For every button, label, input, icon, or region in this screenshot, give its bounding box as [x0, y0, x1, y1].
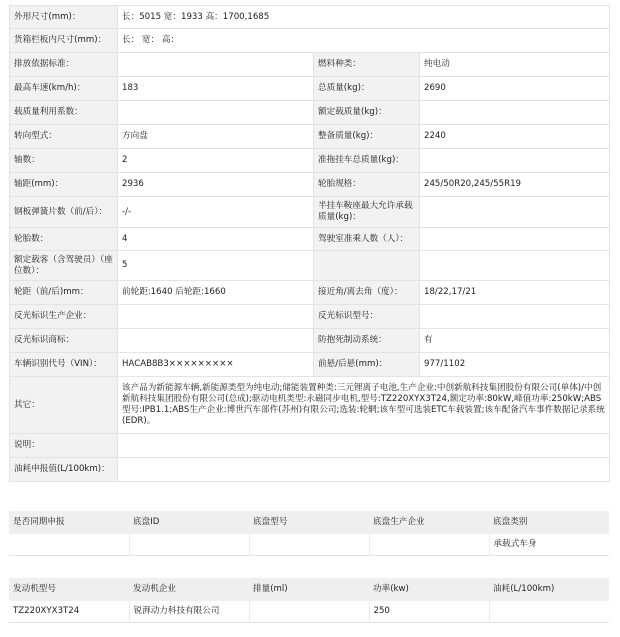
- chassis-info-table: [9, 511, 609, 556]
- param-label: 反光标识生产企业：: [10, 305, 118, 329]
- engine-info-table: [9, 578, 609, 623]
- param-label: 轮胎数：: [10, 228, 118, 251]
- param-label: 其它：: [10, 377, 118, 434]
- table-row: [10, 53, 610, 77]
- param-label: 说明：: [10, 434, 118, 458]
- param-value: 前轮距:1640 后轮距:1660: [118, 281, 314, 305]
- param-value: [420, 251, 610, 281]
- chassis-header-cell: 底盘ID: [129, 511, 249, 534]
- table-row: [10, 77, 610, 101]
- param-value: [118, 101, 314, 125]
- chassis-cell: [369, 534, 489, 556]
- param-label: 整备质量(kg)：: [314, 125, 420, 149]
- param-label: 轮胎规格：: [314, 173, 420, 197]
- table-row: [10, 149, 610, 173]
- table-row: [10, 458, 610, 482]
- param-value: [420, 149, 610, 173]
- param-value: 该产品为新能源车辆,新能源类型为纯电动;储能装置种类:三元锂离子电池,生产企业:中创新航科技集团股份有限公司(单体)/中创新航科技集团股份有限公司(总成);驱动电机类型:永磁同步电机,型号:TZ220XYX3T24,额定功率:80kW,峰值功率:250kW;ABS型号:IPB1.1;ABS生产企业:博世汽车部件(苏州)有限公司;选装:轮辋;该车型可选装ETC车载装置;该车配备汽车事件数据记录系统(EDR)。: [118, 377, 610, 434]
- table-row: [10, 353, 610, 377]
- engine-header-cell: 功率(kw): [369, 578, 489, 601]
- chassis-header-cell: 是否同期申报: [9, 511, 129, 534]
- param-label: 最高车速(km/h)：: [10, 77, 118, 101]
- table-row: [10, 281, 610, 305]
- param-label: 总质量(kg)：: [314, 77, 420, 101]
- param-label: 防抱死制动系统：: [314, 329, 420, 353]
- table-row: [10, 434, 610, 458]
- engine-header-cell: 发动机型号: [9, 578, 129, 601]
- param-value: 977/1102: [420, 353, 610, 377]
- param-label: 轮距（前/后)mm：: [10, 281, 118, 305]
- chassis-cell: [249, 534, 369, 556]
- engine-header-cell: 排量(ml): [249, 578, 369, 601]
- param-value: -/-: [118, 197, 314, 228]
- param-value: [420, 228, 610, 251]
- param-value: 长：5015 宽：1933 高：1700,1685: [118, 6, 610, 29]
- table-row: [10, 251, 610, 281]
- param-label: 油耗申报值(L/100km)：: [10, 458, 118, 482]
- param-label: 转向型式：: [10, 125, 118, 149]
- engine-cell: 250: [369, 601, 489, 623]
- param-label: [314, 251, 420, 281]
- table-row: [10, 329, 610, 353]
- param-value: 2936: [118, 173, 314, 197]
- param-label: 前悬/后悬(mm)：: [314, 353, 420, 377]
- engine-header-cell: 油耗(L/100km): [489, 578, 609, 601]
- param-value: 5: [118, 251, 314, 281]
- chassis-header-cell: 底盘型号: [249, 511, 369, 534]
- engine-cell: [489, 601, 609, 623]
- table-row: [9, 601, 609, 623]
- param-value: 18/22,17/21: [420, 281, 610, 305]
- param-label: 燃料种类：: [314, 53, 420, 77]
- param-label: 额定载质量(kg)：: [314, 101, 420, 125]
- table-row: [10, 173, 610, 197]
- param-label: 接近角/离去角（度）：: [314, 281, 420, 305]
- param-value: 纯电动: [420, 53, 610, 77]
- table-row: [10, 6, 610, 29]
- engine-cell: TZ220XYX3T24: [9, 601, 129, 623]
- param-value: 方向盘: [118, 125, 314, 149]
- param-value: 183: [118, 77, 314, 101]
- param-value: [420, 101, 610, 125]
- table-row: [9, 534, 609, 556]
- param-value: [118, 458, 610, 482]
- param-value: [118, 329, 314, 353]
- table-row: [10, 101, 610, 125]
- param-label: 半挂车鞍座最大允许承载质量(kg)：: [314, 197, 420, 228]
- param-value: 有: [420, 329, 610, 353]
- engine-header-cell: 发动机企业: [129, 578, 249, 601]
- param-value: 4: [118, 228, 314, 251]
- param-label: 车辆识别代号（VIN）：: [10, 353, 118, 377]
- param-value: HACAB8B3×××××××××: [118, 353, 314, 377]
- engine-header-row: [9, 578, 609, 601]
- param-label: 准拖挂车总质量(kg)：: [314, 149, 420, 173]
- param-label: 载质量利用系数：: [10, 101, 118, 125]
- param-label: 轴距(mm)：: [10, 173, 118, 197]
- param-value: 2: [118, 149, 314, 173]
- param-value: [118, 434, 610, 458]
- chassis-header-cell: 底盘生产企业: [369, 511, 489, 534]
- param-label: 排放依据标准：: [10, 53, 118, 77]
- chassis-cell: 承载式车身: [489, 534, 609, 556]
- chassis-cell: [9, 534, 129, 556]
- param-label: 反光标识商标：: [10, 329, 118, 353]
- table-row: [10, 125, 610, 149]
- param-label: 货箱栏板内尺寸(mm)：: [10, 29, 118, 53]
- table-row: [10, 228, 610, 251]
- param-value: 2690: [420, 77, 610, 101]
- table-row: [10, 305, 610, 329]
- chassis-cell: [129, 534, 249, 556]
- param-label: 钢板弹簧片数（前/后）：: [10, 197, 118, 228]
- param-value: 2240: [420, 125, 610, 149]
- param-label: 额定载客（含驾驶员）（座位数）：: [10, 251, 118, 281]
- table-row: [10, 377, 610, 434]
- param-value: [118, 53, 314, 77]
- param-value: 245/50R20,245/55R19: [420, 173, 610, 197]
- chassis-header-row: [9, 511, 609, 534]
- engine-cell: 锐湃动力科技有限公司: [129, 601, 249, 623]
- param-label: 驾驶室准乘人数（人）：: [314, 228, 420, 251]
- chassis-header-cell: 底盘类别: [489, 511, 609, 534]
- table-row: [10, 29, 610, 53]
- param-label: 反光标识型号：: [314, 305, 420, 329]
- engine-cell: [249, 601, 369, 623]
- param-value: [118, 305, 314, 329]
- param-value: [420, 197, 610, 228]
- param-value: 长： 宽： 高：: [118, 29, 610, 53]
- param-value: [420, 305, 610, 329]
- param-label: 外形尺寸(mm)：: [10, 6, 118, 29]
- table-row: [10, 197, 610, 228]
- param-label: 轴数：: [10, 149, 118, 173]
- vehicle-parameters-table: [9, 5, 610, 482]
